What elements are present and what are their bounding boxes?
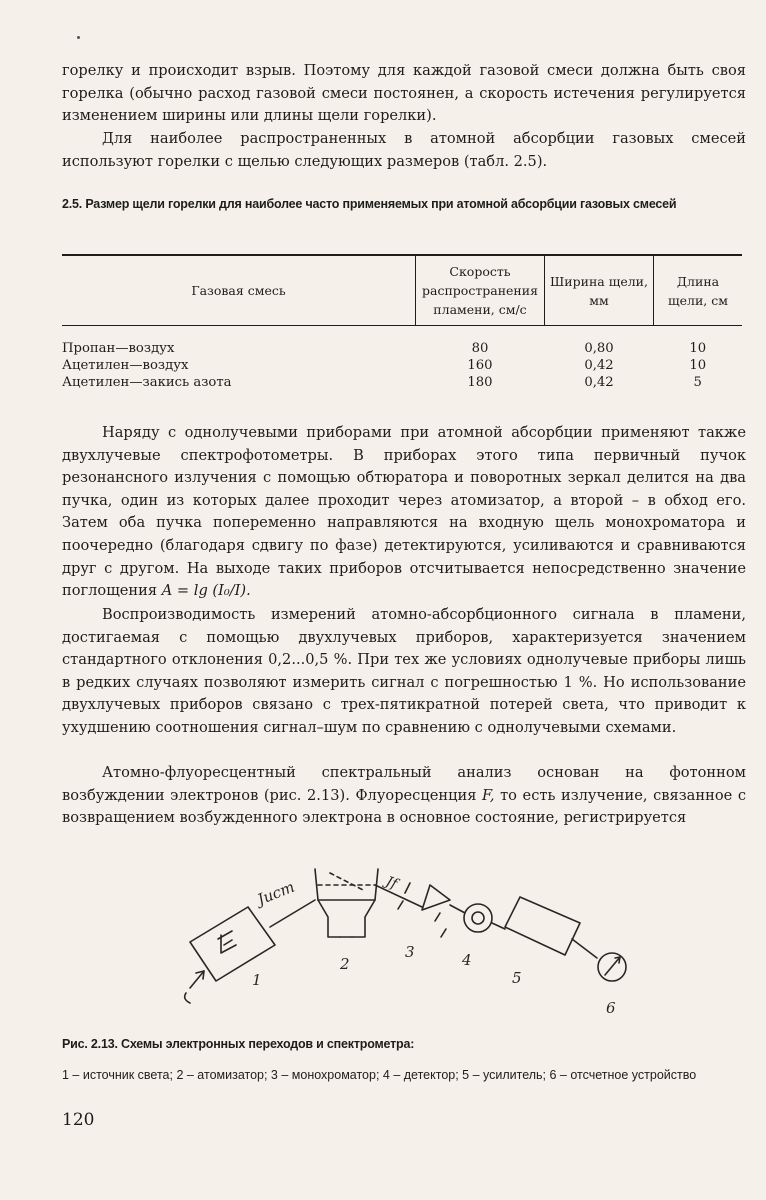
- paragraph-5-start: Атомно-флуоресцентный спектральный анализ основан на фотонном возбуждении электронов (рис. 2.13). Флуоресценция: [62, 764, 746, 804]
- table-row: [62, 357, 742, 374]
- detector-shape: [464, 904, 505, 932]
- figure-legend: 1 – источник света; 2 – атомизатор; 3 – монохроматор; 4 – детектор; 5 – усилитель; 6 – отсчетное устройство: [62, 1068, 697, 1082]
- monochromator-shape: [398, 883, 465, 937]
- cell-gas: Ацетилен—закись азота: [62, 375, 232, 390]
- page-speck: [77, 36, 80, 39]
- cell-speed: 80: [471, 341, 489, 356]
- atomizer-shape: [315, 869, 378, 937]
- cell-speed: 180: [467, 375, 493, 390]
- source-arrow-shape: [185, 971, 204, 1003]
- slit-size-table: [62, 254, 742, 391]
- cell-gas: Пропан—воздух: [62, 341, 175, 356]
- table-caption: 2.5. Размер щели горелки для наиболее часто применяемых при атомной абсорбции газовых смесей: [62, 197, 677, 211]
- paragraph-1: горелку и происходит взрыв. Поэтому для каждой газовой смеси должна быть своя горелка (обычно расход газовой смеси постоянен, а скорость истечения регулируется изменением ширины или длины щели горелки).: [62, 62, 746, 125]
- fluorescence-beam-line: [375, 885, 422, 907]
- header-flame-speed: Скорость распространения пламени, см/с: [416, 255, 545, 326]
- cell-width: 0,42: [584, 375, 614, 390]
- cell-length: 10: [689, 341, 707, 356]
- cell-width: 0,42: [584, 358, 614, 373]
- paragraph-5: [62, 762, 746, 830]
- label-2: 2: [340, 955, 350, 973]
- table-row: [62, 326, 742, 358]
- paragraph-2: Для наиболее распространенных в атомной абсорбции газовых смесей используют горелки с щелью следующих размеров (табл. 2.5).: [62, 130, 746, 170]
- page-number: 120: [62, 1110, 95, 1130]
- header-slit-width: Ширина щели, мм: [545, 255, 654, 326]
- table-header-row: [62, 255, 742, 326]
- absorbance-formula: A = lg (I₀/I).: [161, 582, 251, 600]
- paragraph-5-end: то есть излучение, связанное с возвращением возбужденного электрона в основное состояние, регистрируется: [62, 786, 747, 827]
- label-3: 3: [405, 943, 415, 961]
- table-row: [62, 374, 742, 391]
- cell-length: 10: [689, 358, 707, 373]
- spectrometer-diagram: [160, 855, 660, 1025]
- paragraph-4: Воспроизводимость измерений атомно-абсорбционного сигнала в пламени, достигаемая с помощью двухлучевых приборов, характеризуется значением стандартного отклонения 0,2...0,5 %. При тех же условиях однолучевые приборы лишь в редких случаях позволяют измерить сигнал с погрешностью 1 %. Но использование двухлучевых приборов связано с трех-пятикратной потерей света, что приводит к ухудшению соотношения сигнал–шум по сравнению с однолучевыми схемами.: [62, 606, 746, 736]
- label-5: 5: [512, 969, 522, 987]
- fluorescence-symbol: F,: [482, 786, 495, 804]
- cell-length: 5: [693, 375, 702, 390]
- header-gas-mix: Газовая смесь: [62, 255, 416, 326]
- paragraph-3: [62, 422, 746, 603]
- cell-width: 0,80: [584, 341, 614, 356]
- label-j-ust: Jист: [254, 877, 298, 909]
- header-slit-length: Длина щели, см: [654, 255, 743, 326]
- amplifier-shape: [505, 897, 580, 955]
- cell-speed: 160: [467, 358, 493, 373]
- paragraph-3-text: Наряду с однолучевыми приборами при атомной абсорбции применяют также двухлучевые спектрофотометры. В приборах этого типа первичный пучок резонансного излучения с помощью обтюратора и поворотных зеркал делится на два пучка, один из которых далее проходит через атомизатор, а второй – в обход его. Затем оба пучка попеременно направляются на входную щель монохроматора и поочередно (благодаря сдвигу по фазе) детектируются, усиливаются и сравниваются друг с другом. На выходе таких приборов отсчитывается непосредственно значение поглощения: [62, 424, 746, 600]
- beam-line: [270, 900, 315, 927]
- figure-caption: Рис. 2.13. Схемы электронных переходов и спектрометра:: [62, 1037, 415, 1051]
- readout-device-shape: [572, 939, 626, 981]
- label-1: 1: [252, 971, 262, 989]
- cell-gas: Ацетилен—воздух: [62, 358, 189, 373]
- label-6: 6: [606, 999, 616, 1017]
- light-source-shape: [190, 907, 275, 981]
- label-4: 4: [462, 951, 472, 969]
- label-j-f: Jf: [383, 873, 400, 893]
